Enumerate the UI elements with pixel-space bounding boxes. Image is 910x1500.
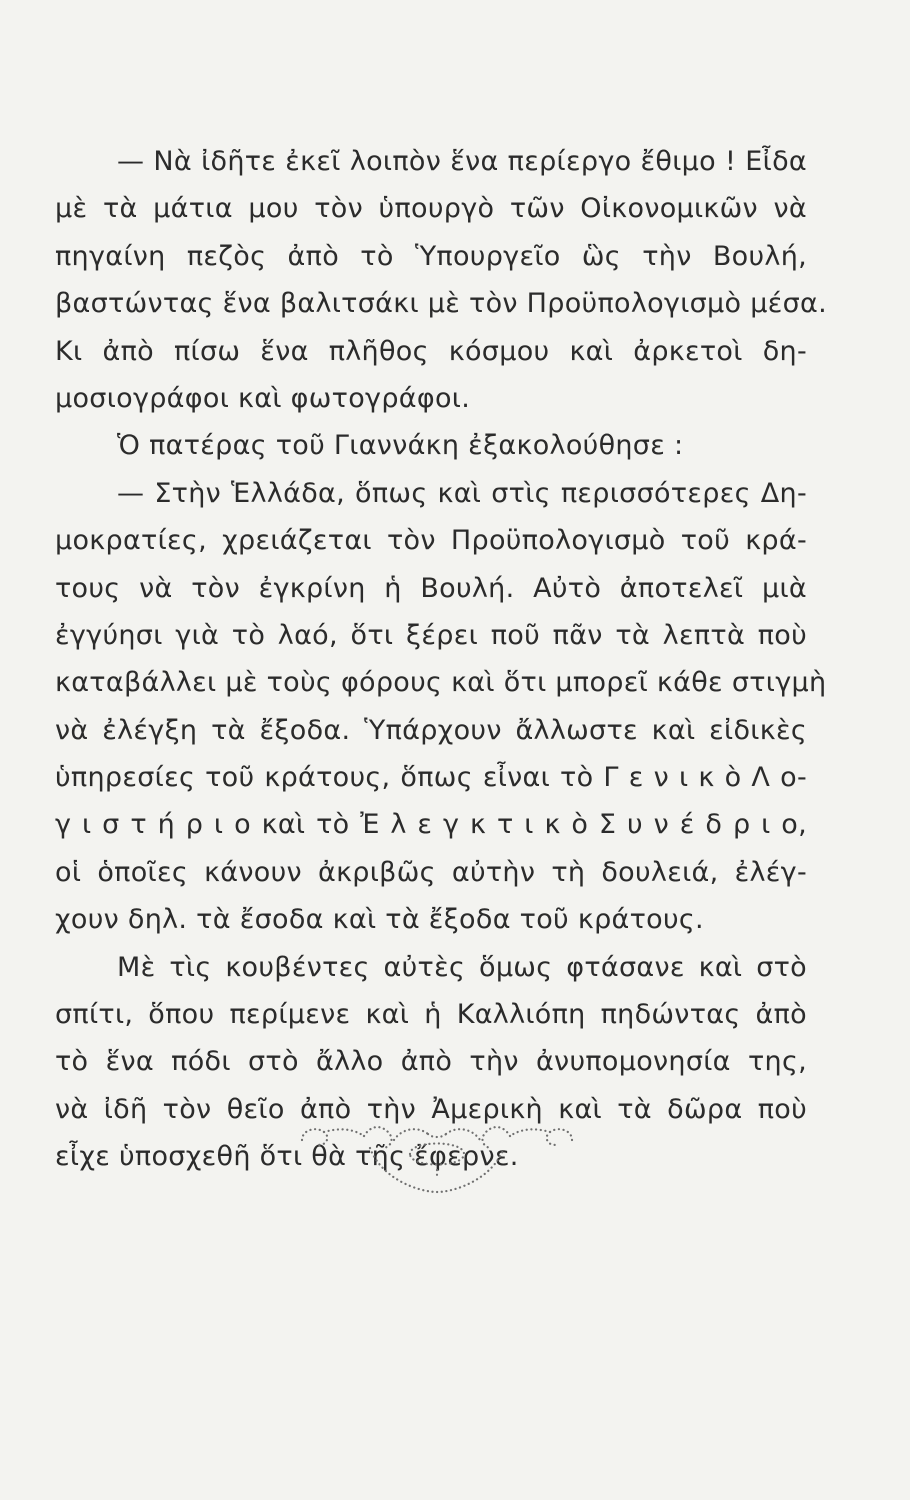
text-line: γ ι σ τ ή ρ ι ο καὶ τὸ Ἐ λ ε γ κ τ ι κ ὸ Σ υ ν έ δ ρ ι ο,	[55, 809, 807, 841]
text-line: πηγαίνη πεζὸς ἀπὸ τὸ Ὑπουργεῖο ὣς τὴν Βουλή,	[55, 240, 807, 272]
text-line: μοκρατίες, χρειάζεται τὸν Προϋπολογισμὸ τοῦ κρά-	[55, 525, 807, 557]
text-line: νὰ ἐλέγξη τὰ ἔξοδα. Ὑπάρχουν ἄλλωστε καὶ εἰδικὲς	[55, 714, 807, 746]
text-line: Μὲ τὶς κουβέντες αὐτὲς ὅμως φτάσανε καὶ στὸ	[117, 951, 807, 983]
text-line: νὰ ἰδῆ τὸν θεῖο ἀπὸ τὴν Ἀμερικὴ καὶ τὰ δῶρα ποὺ	[55, 1093, 807, 1125]
text-line: Ὁ πατέρας τοῦ Γιαννάκη ἐξακολούθησε :	[117, 430, 684, 462]
text-line: ὑπηρεσίες τοῦ κράτους, ὅπως εἶναι τὸ Γ ε ν ι κ ὸ Λ ο-	[55, 762, 807, 794]
page-text	[55, 138, 827, 1181]
text-line: χουν δηλ. τὰ ἔσοδα καὶ τὰ ἔξοδα τοῦ κράτους.	[55, 904, 704, 936]
text-line: — Στὴν Ἑλλάδα, ὅπως καὶ στὶς περισσότερες Δη-	[117, 477, 807, 509]
text-line: βαστώντας ἕνα βαλιτσάκι μὲ τὸν Προϋπολογισμὸ μέσα.	[55, 288, 827, 320]
text-line: τὸ ἕνα πόδι στὸ ἄλλο ἀπὸ τὴν ἀνυπομονησία της,	[55, 1046, 807, 1078]
text-line: Κι ἀπὸ πίσω ἕνα πλῆθος κόσμου καὶ ἀρκετοὶ δη-	[55, 335, 807, 367]
text-line: εἶχε ὑποσχεθῆ ὅτι θὰ τῆς ἔφερνε.	[55, 1141, 519, 1173]
text-line: οἱ ὁποῖες κάνουν ἀκριβῶς αὐτὴν τὴ δουλειά, ἐλέγ-	[55, 856, 807, 888]
text-line: μοσιογράφοι καὶ φωτογράφοι.	[55, 382, 471, 414]
dotted-scroll-ornament-icon	[298, 1118, 576, 1198]
text-line: ἐγγύησι γιὰ τὸ λαό, ὅτι ξέρει ποῦ πᾶν τὰ λεπτὰ ποὺ	[55, 619, 807, 651]
text-line: καταβάλλει μὲ τοὺς φόρους καὶ ὅτι μπορεῖ κάθε στιγμὴ	[55, 667, 827, 699]
text-line: σπίτι, ὅπου περίμενε καὶ ἡ Καλλιόπη πηδώντας ἀπὸ	[55, 999, 807, 1031]
text-line: μὲ τὰ μάτια μου τὸν ὑπουργὸ τῶν Οἰκονομικῶν νὰ	[55, 193, 807, 225]
text-line: — Νὰ ἰδῆτε ἐκεῖ λοιπὸν ἕνα περίεργο ἔθιμο ! Εἶδα	[117, 146, 807, 177]
text-line: τους νὰ τὸν ἐγκρίνη ἡ Βουλή. Αὐτὸ ἀποτελεῖ μιὰ	[55, 572, 807, 604]
